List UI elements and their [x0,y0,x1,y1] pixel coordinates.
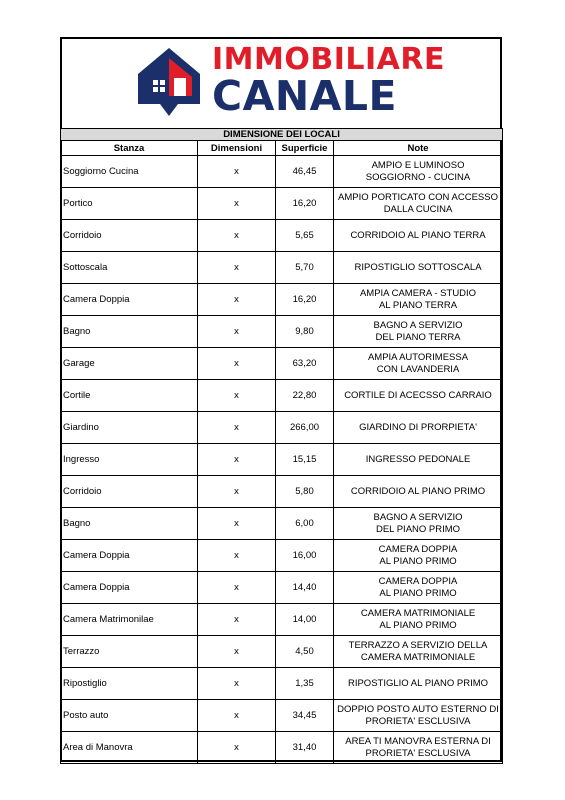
cell-superficie: 5,65 [276,220,334,252]
cell-dimensioni: x [198,604,276,636]
column-header-note: Note [334,141,503,156]
table-row [61,508,503,540]
logo-text [212,42,445,120]
company-logo [136,42,445,120]
cell-note: BAGNO A SERVIZIO DEL PIANO PRIMO [334,508,503,540]
cell-stanza: Camera Doppia [61,540,198,572]
table-row [61,412,503,444]
column-header-stanza: Stanza [61,141,198,156]
cell-superficie: 46,45 [276,156,334,188]
cell-stanza: Camera Matrimonilae [61,604,198,636]
cell-superficie: 9,80 [276,316,334,348]
table-row [61,732,503,764]
table-row [61,476,503,508]
cell-superficie: 31,40 [276,732,334,764]
cell-stanza: Giardino [61,412,198,444]
cell-dimensioni: x [198,412,276,444]
cell-dimensioni: x [198,348,276,380]
cell-superficie: 5,70 [276,252,334,284]
cell-stanza: Cortile [61,380,198,412]
cell-superficie: 16,20 [276,188,334,220]
cell-stanza: Portico [61,188,198,220]
table-row [61,156,503,188]
cell-stanza: Ripostiglio [61,668,198,700]
cell-dimensioni: x [198,156,276,188]
cell-stanza: Posto auto [61,700,198,732]
cell-dimensioni: x [198,380,276,412]
cell-stanza: Area di Manovra [61,732,198,764]
table-row [61,284,503,316]
cell-superficie: 16,00 [276,540,334,572]
cell-dimensioni: x [198,508,276,540]
cell-dimensioni: x [198,476,276,508]
cell-stanza: Bagno [61,316,198,348]
logo-line-immobiliare: IMMOBILIARE [212,42,445,77]
table-row [61,188,503,220]
cell-stanza: Corridoio [61,476,198,508]
cell-dimensioni: x [198,220,276,252]
cell-stanza: Bagno [61,508,198,540]
cell-superficie: 266,00 [276,412,334,444]
cell-note: RIPOSTIGLIO SOTTOSCALA [334,252,503,284]
cell-stanza: Corridoio [61,220,198,252]
cell-superficie: 63,20 [276,348,334,380]
cell-superficie: 1,35 [276,668,334,700]
cell-dimensioni: x [198,316,276,348]
table-row [61,444,503,476]
table-row [61,252,503,284]
cell-superficie: 22,80 [276,380,334,412]
cell-stanza: Terrazzo [61,636,198,668]
table-row [61,636,503,668]
cell-note: BAGNO A SERVIZIO DEL PIANO TERRA [334,316,503,348]
column-header-dimensioni: Dimensioni [198,141,276,156]
cell-stanza: Garage [61,348,198,380]
cell-dimensioni: x [198,572,276,604]
cell-dimensioni: x [198,540,276,572]
cell-note: CAMERA DOPPIA AL PIANO PRIMO [334,540,503,572]
cell-note: AMPIA AUTORIMESSA CON LAVANDERIA [334,348,503,380]
cell-dimensioni: x [198,668,276,700]
cell-note: GIARDINO DI PRORPIETA' [334,412,503,444]
cell-note: AREA TI MANOVRA ESTERNA DI PRORIETA' ESCLUSIVA [334,732,503,764]
cell-note: TERRAZZO A SERVIZIO DELLA CAMERA MATRIMONIALE [334,636,503,668]
cell-note: CAMERA MATRIMONIALE AL PIANO PRIMO [334,604,503,636]
table-row [61,540,503,572]
cell-note: DOPPIO POSTO AUTO ESTERNO DI PRORIETA' ESCLUSIVA [334,700,503,732]
logo-line-canale: CANALE [212,72,397,120]
cell-stanza: Soggiorno Cucina [61,156,198,188]
cell-note: CORTILE DI ACECSSO CARRAIO [334,380,503,412]
cell-note: INGRESSO PEDONALE [334,444,503,476]
cell-note: CORRIDOIO AL PIANO TERRA [334,220,503,252]
table-row [61,220,503,252]
cell-superficie: 4,50 [276,636,334,668]
cell-note: CORRIDOIO AL PIANO PRIMO [334,476,503,508]
table-row [61,668,503,700]
table-row [61,572,503,604]
cell-stanza: Sottoscala [61,252,198,284]
cell-note: AMPIO E LUMINOSO SOGGIORNO - CUCINA [334,156,503,188]
table-row [61,380,503,412]
table-title: DIMENSIONE DEI LOCALI [61,129,503,141]
cell-note: CAMERA DOPPIA AL PIANO PRIMO [334,572,503,604]
table-row [61,700,503,732]
rooms-table [60,128,503,764]
cell-superficie: 34,45 [276,700,334,732]
column-header-superficie: Superficie [276,141,334,156]
cell-superficie: 16,20 [276,284,334,316]
cell-dimensioni: x [198,732,276,764]
cell-stanza: Camera Doppia [61,284,198,316]
cell-superficie: 6,00 [276,508,334,540]
cell-dimensioni: x [198,700,276,732]
table-row [61,316,503,348]
house-logo-icon [136,44,202,118]
cell-dimensioni: x [198,284,276,316]
cell-superficie: 15,15 [276,444,334,476]
cell-note: AMPIO PORTICATO CON ACCESSO DALLA CUCINA [334,188,503,220]
table-row [61,604,503,636]
cell-superficie: 14,00 [276,604,334,636]
cell-dimensioni: x [198,252,276,284]
cell-note: AMPIA CAMERA - STUDIO AL PIANO TERRA [334,284,503,316]
cell-superficie: 14,40 [276,572,334,604]
table-row [61,348,503,380]
cell-dimensioni: x [198,636,276,668]
cell-stanza: Ingresso [61,444,198,476]
cell-dimensioni: x [198,188,276,220]
cell-dimensioni: x [198,444,276,476]
cell-superficie: 5,80 [276,476,334,508]
cell-note: RIPOSTIGLIO AL PIANO PRIMO [334,668,503,700]
cell-stanza: Camera Doppia [61,572,198,604]
